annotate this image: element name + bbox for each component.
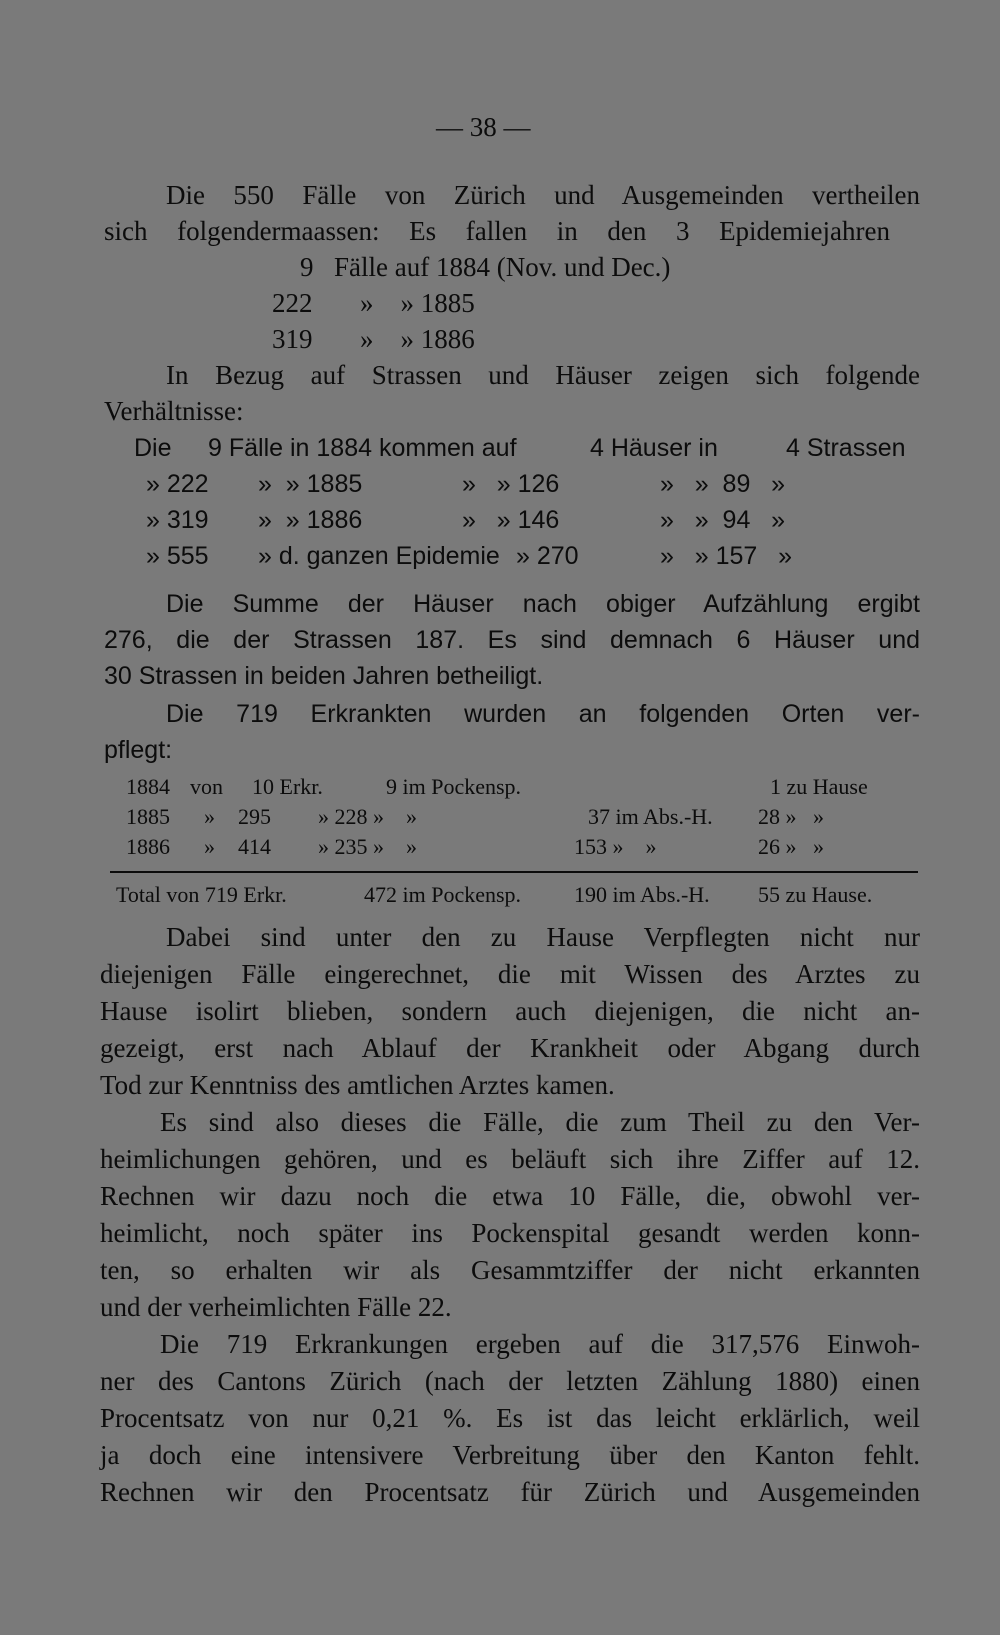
houses-cell: » 555	[146, 542, 209, 570]
care-total-abs: 190 im Abs.-H.	[574, 882, 710, 907]
care-year: 1885	[126, 804, 170, 829]
houses-cell: » » 146	[462, 506, 560, 534]
houses-cell: 4 Strassen	[786, 434, 906, 462]
text-line: Verhältnisse:	[104, 396, 244, 426]
care-hause: 1 zu Hause	[770, 774, 868, 799]
care-total-hause: 55 zu Hause.	[758, 882, 873, 907]
care-von: »	[204, 834, 215, 859]
care-total-pocken: 472 im Pockensp.	[364, 882, 522, 907]
care-hause: 28 » »	[758, 804, 824, 829]
houses-cell: » » 1885	[258, 470, 363, 498]
text-line: Die 550 Fälle von Zürich und Ausgemeinden vertheilen	[166, 180, 920, 210]
year-count: 9	[300, 252, 314, 282]
sum-rule	[110, 871, 918, 873]
care-abs: 153 » »	[574, 834, 657, 859]
care-erkr: 295	[238, 804, 271, 829]
houses-cell: » » 94 »	[660, 506, 786, 534]
year-count: 222	[272, 288, 313, 318]
care-total-label: Total von 719 Erkr.	[116, 882, 287, 907]
care-erkr: 10 Erkr.	[252, 774, 323, 799]
text-line: gezeigt, erst nach Ablauf der Krankheit oder Abgang durch	[100, 1033, 920, 1063]
text-line: Hause isolirt blieben, sondern auch diejenigen, die nicht an-	[100, 996, 920, 1026]
text-line: heimlichungen gehören, und es beläuft sich ihre Ziffer auf 12.	[100, 1144, 920, 1174]
care-year: 1884	[126, 774, 170, 799]
houses-cell: » 222	[146, 470, 209, 498]
text-line: Tod zur Kenntniss des amtlichen Arztes kamen.	[100, 1070, 615, 1100]
care-pocken: » 235 » »	[318, 834, 417, 859]
page-number: — 38 —	[436, 112, 531, 142]
houses-cell: » 270	[516, 542, 579, 570]
text-line: sich folgendermaassen: Es fallen in den 3 Epidemiejahren	[104, 216, 890, 246]
text-line: ja doch eine intensivere Verbreitung über den Kanton fehlt.	[100, 1440, 920, 1470]
year-text: » » 1886	[360, 324, 475, 354]
houses-cell: 9 Fälle in 1884 kommen auf	[208, 434, 517, 462]
care-von: »	[204, 804, 215, 829]
text-line: pflegt:	[104, 736, 173, 764]
houses-cell: » d. ganzen Epidemie	[258, 542, 500, 570]
text-line: und der verheimlichten Fälle 22.	[100, 1292, 452, 1322]
text-line: 30 Strassen in beiden Jahren betheiligt.	[104, 662, 544, 690]
care-pocken: » 228 » »	[318, 804, 417, 829]
text-line: Rechnen wir dazu noch die etwa 10 Fälle, die, obwohl ver-	[100, 1181, 920, 1211]
text-line: In Bezug auf Strassen und Häuser zeigen sich folgende	[166, 360, 920, 390]
houses-cell: » » 126	[462, 470, 560, 498]
year-text: » » 1885	[360, 288, 475, 318]
houses-cell: 4 Häuser in	[590, 434, 718, 462]
year-text: Fälle auf 1884 (Nov. und Dec.)	[334, 252, 671, 282]
care-von: von	[190, 774, 223, 799]
text-line: ten, so erhalten wir als Gesammtziffer der nicht erkannten	[100, 1255, 920, 1285]
text-line: Die 719 Erkrankungen ergeben auf die 317,576 Einwoh-	[160, 1329, 920, 1359]
houses-cell: » » 89 »	[660, 470, 786, 498]
text-line: ner des Cantons Zürich (nach der letzten Zählung 1880) einen	[100, 1366, 920, 1396]
text-line: Die 719 Erkrankten wurden an folgenden Orten ver-	[166, 700, 920, 728]
text-line: Procentsatz von nur 0,21 %. Es ist das leicht erklärlich, weil	[100, 1403, 920, 1433]
text-line: 276, die der Strassen 187. Es sind demnach 6 Häuser und	[104, 626, 920, 654]
text-line: heimlicht, noch später ins Pockenspital gesandt werden konn-	[100, 1218, 920, 1248]
care-abs: 37 im Abs.-H.	[588, 804, 713, 829]
text-line: Rechnen wir den Procentsatz für Zürich und Ausgemeinden	[100, 1477, 920, 1507]
houses-cell: » » 157 »	[660, 542, 793, 570]
year-count: 319	[272, 324, 313, 354]
text-line: Die Summe der Häuser nach obiger Aufzählung ergibt	[166, 590, 920, 618]
care-hause: 26 » »	[758, 834, 824, 859]
text-line: Dabei sind unter den zu Hause Verpflegten nicht nur	[166, 922, 920, 952]
text-line: diejenigen Fälle eingerechnet, die mit Wissen des Arztes zu	[100, 959, 920, 989]
care-year: 1886	[126, 834, 170, 859]
care-erkr: 414	[238, 834, 271, 859]
houses-cell: » 319	[146, 506, 209, 534]
houses-cell: Die	[134, 434, 172, 462]
care-pocken: 9 im Pockensp.	[386, 774, 522, 799]
houses-cell: » » 1886	[258, 506, 363, 534]
text-line: Es sind also dieses die Fälle, die zum Theil zu den Ver-	[160, 1107, 920, 1137]
